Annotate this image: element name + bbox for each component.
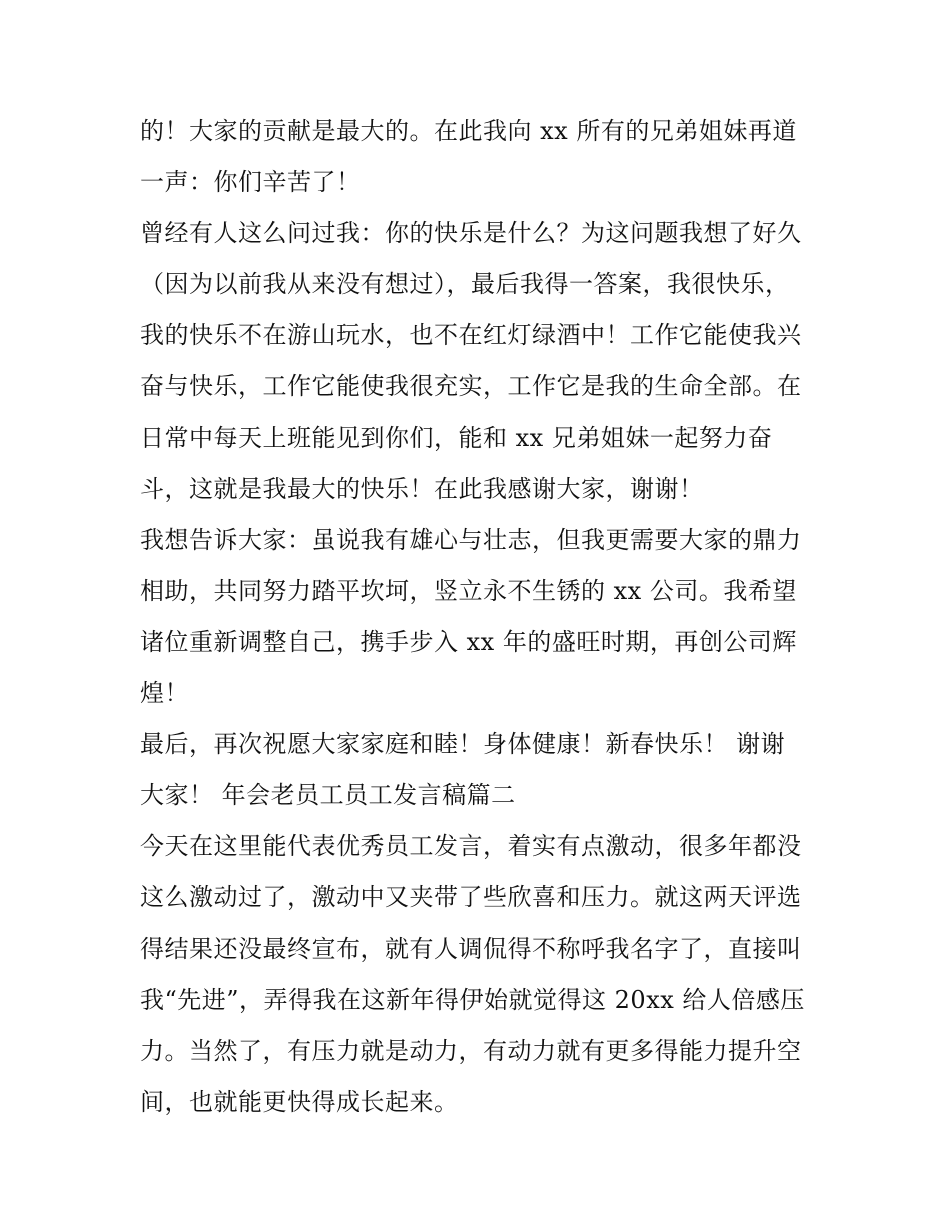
- text-line: 大家！ 年会老员工员工发言稿篇二: [140, 781, 516, 810]
- text-line: 这么激动过了，激动中又夹带了些欣喜和压力。就这两天评选: [140, 883, 802, 912]
- text-line: 相助，共同努力踏平坎坷，竖立永不生锈的 xx 公司。我希望: [140, 576, 797, 605]
- text-line: 一声：你们辛苦了！: [140, 168, 361, 197]
- text-line: 我的快乐不在游山玩水，也不在红灯绿酒中！工作它能使我兴: [140, 321, 802, 350]
- text-line: 得结果还没最终宣布，就有人调侃得不称呼我名字了，直接叫: [140, 934, 802, 963]
- text-line: 曾经有人这么问过我：你的快乐是什么？为这问题我想了好久: [140, 219, 802, 248]
- text-line: 今天在这里能代表优秀员工发言，着实有点激动，很多年都没: [140, 832, 802, 861]
- text-line: （因为以前我从来没有想过），最后我得一答案，我很快乐，: [140, 270, 790, 299]
- text-line: 力。当然了，有压力就是动力，有动力就有更多得能力提升空: [140, 1036, 802, 1065]
- text-line: 我“先进”，弄得我在这新年得伊始就觉得这 20xx 给人倍感压: [140, 985, 805, 1014]
- text-line: 我想告诉大家：虽说我有雄心与壮志，但我更需要大家的鼎力: [140, 525, 802, 554]
- document-body: [140, 106, 830, 1128]
- text-line: 的！大家的贡献是最大的。在此我向 xx 所有的兄弟姐妹再道: [140, 117, 797, 145]
- text-line: 斗，这就是我最大的快乐！在此我感谢大家，谢谢！: [140, 474, 704, 503]
- text-line: 最后，再次祝愿大家家庭和睦！身体健康！新春快乐！ 谢谢: [140, 730, 786, 759]
- text-line: 诸位重新调整自己，携手步入 xx 年的盛旺时期，再创公司辉: [140, 627, 797, 656]
- text-line: 日常中每天上班能见到你们，能和 xx 兄弟姐妹一起努力奋: [140, 423, 773, 452]
- text-line: 间，也就能更快得成长起来。: [140, 1087, 459, 1116]
- text-line: 煌！: [140, 679, 189, 708]
- text-line: 奋与快乐，工作它能使我很充实，工作它是我的生命全部。在: [140, 372, 802, 401]
